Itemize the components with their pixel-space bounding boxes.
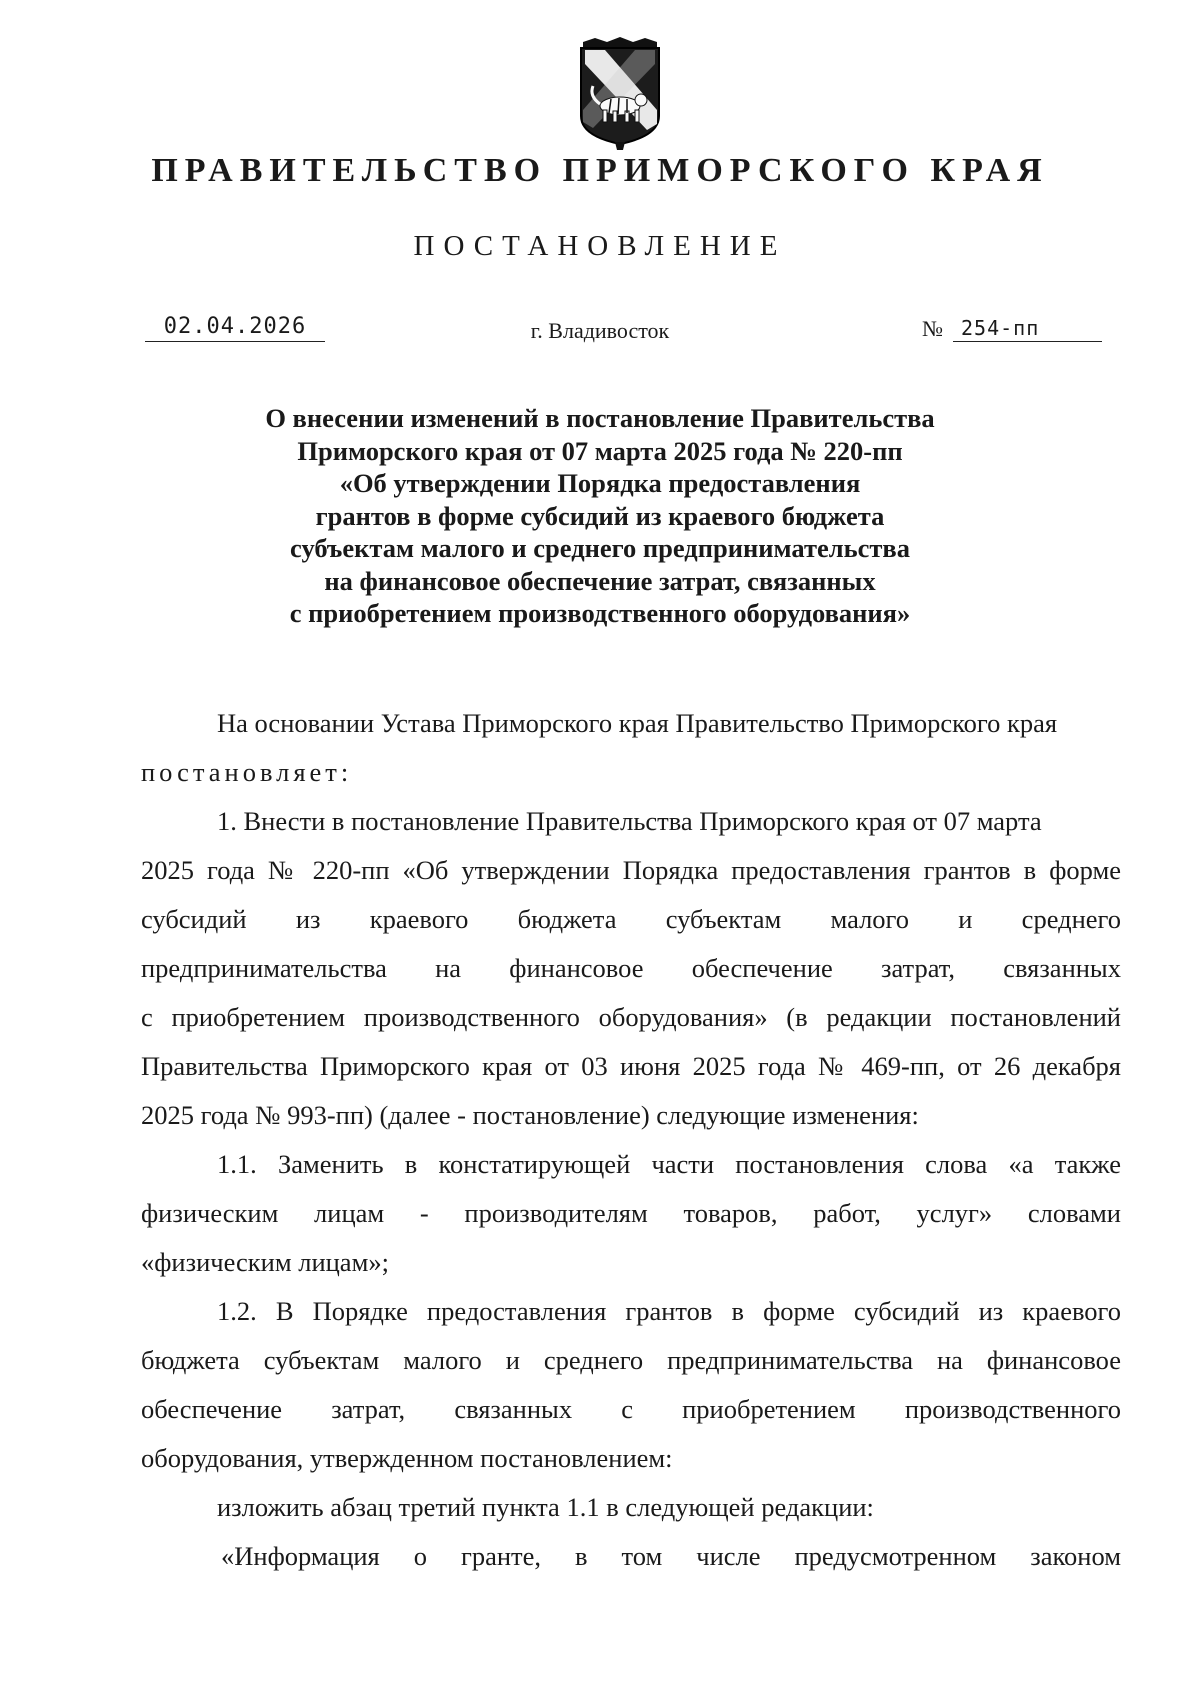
organization-title: ПРАВИТЕЛЬСТВО ПРИМОРСКОГО КРАЯ <box>151 152 1049 189</box>
subject-line: Приморского края от 07 марта 2025 года № 220-пп <box>297 435 903 466</box>
paragraph-line: с приобретением производственного оборудования» (в редакции постановлений <box>141 1002 1121 1032</box>
paragraph-line: 1.1. Заменить в констатирующей части постановления слова «а также <box>217 1149 1121 1179</box>
paragraph-line: изложить абзац третий пункта 1.1 в следующей редакции: <box>217 1492 874 1522</box>
paragraph-1-1 <box>141 1140 1121 1287</box>
paragraph-line: 1. Внести в постановление Правительства Приморского края от 07 марта <box>217 806 1042 836</box>
paragraph-line: физическим лицам - производителям товаров, работ, услуг» словами <box>141 1198 1121 1228</box>
subject-line: О внесении изменений в постановление Правительства <box>265 403 935 433</box>
document-type: ПОСТАНОВЛЕНИЕ <box>413 230 787 262</box>
subject-line: субъектам малого и среднего предпринимательства <box>290 533 910 563</box>
document-number <box>922 316 1102 342</box>
document-date: 02.04.2026 <box>145 314 325 342</box>
subject-line: «Об утверждении Порядка предоставления <box>339 468 861 498</box>
subject-line: грантов в форме субсидий из краевого бюджета <box>315 500 885 531</box>
number-sign: № <box>922 316 943 341</box>
preamble-line: постановляет: <box>141 757 353 787</box>
number-value: 254-пп <box>953 316 1102 342</box>
document-city: г. Владивосток <box>530 318 670 343</box>
paragraph-1 <box>141 797 1121 1140</box>
document-body <box>141 699 1121 1581</box>
paragraph-1-2 <box>141 1287 1121 1483</box>
paragraph-line: 1.2. В Порядке предоставления грантов в форме субсидий из краевого <box>217 1296 1121 1326</box>
paragraph-line: «физическим лицам»; <box>141 1247 389 1277</box>
paragraph-line: Правительства Приморского края от 03 июня 2025 года № 469-пп, от 26 декабря <box>141 1051 1121 1081</box>
subject-line: с приобретением производственного оборудования» <box>289 598 911 628</box>
paragraph-line: предпринимательства на финансовое обеспечение затрат, связанных <box>141 953 1121 983</box>
document-subject <box>180 402 1020 630</box>
paragraph-line: оборудования, утвержденном постановлением: <box>141 1443 673 1473</box>
paragraph-line: 2025 года № 993-пп) (далее - постановление) следующие изменения: <box>141 1100 919 1130</box>
preamble-line: На основании Устава Приморского края Правительство Приморского края <box>217 708 1058 738</box>
subject-line: на финансовое обеспечение затрат, связанных <box>324 565 876 596</box>
paragraph-line: 2025 года № 220-пп «Об утверждении Порядка предоставления грантов в форме <box>141 855 1121 885</box>
paragraph-line: «Информация о гранте, в том числе предусмотренном законом <box>221 1541 1121 1571</box>
coat-of-arms-icon <box>575 36 665 154</box>
preamble <box>141 699 1121 797</box>
paragraph-line: субсидий из краевого бюджета субъектам малого и среднего <box>141 904 1121 934</box>
paragraph-line: обеспечение затрат, связанных с приобретением производственного <box>141 1394 1121 1424</box>
paragraph-line: бюджета субъектам малого и среднего предпринимательства на финансовое <box>141 1345 1121 1375</box>
